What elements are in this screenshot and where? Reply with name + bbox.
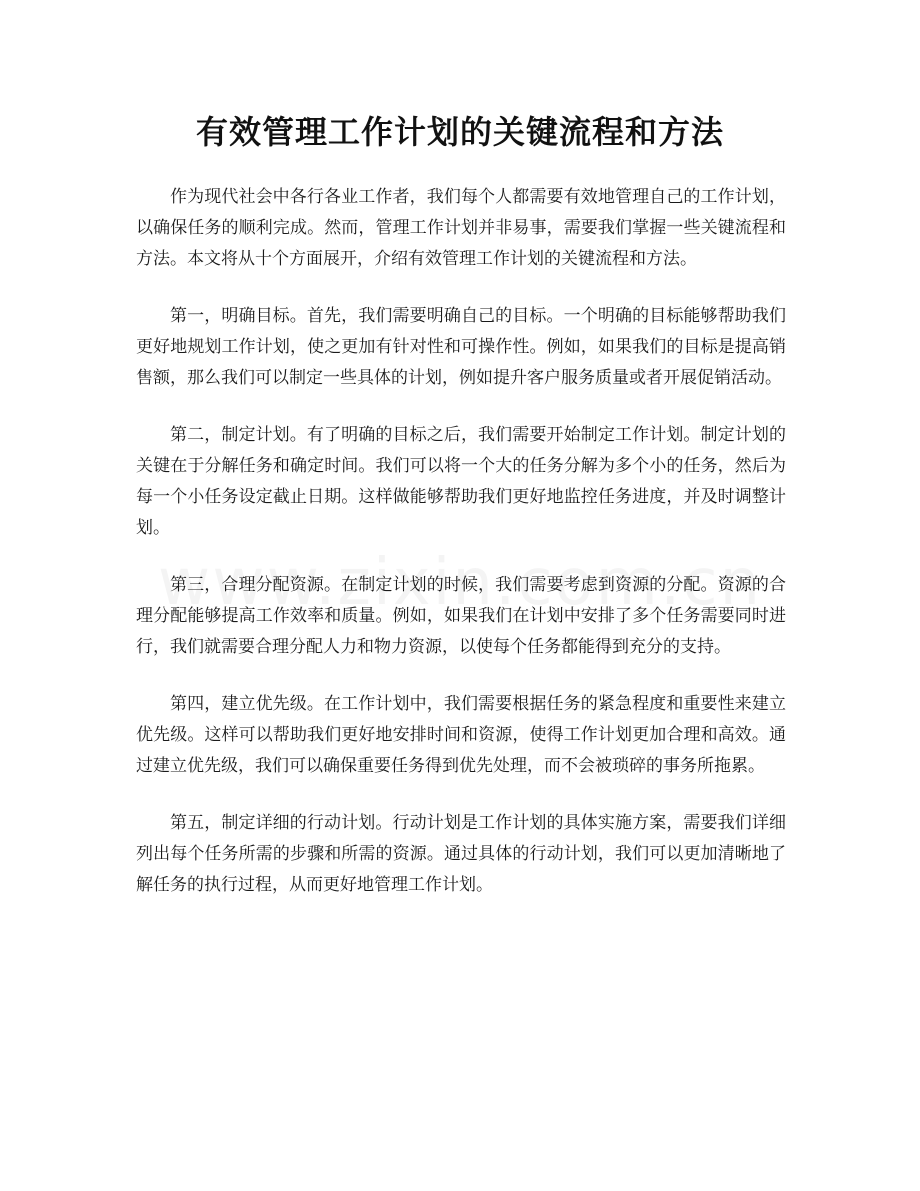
paragraph-1: 第一，明确目标。首先，我们需要明确自己的目标。一个明确的目标能够帮助我们更好地规划工作计划，使之更加有针对性和可操作性。例如，如果我们的目标是提高销售额，那么我们可以制定一些具体的计划，例如提升客户服务质量或者开展促销活动。 [136, 306, 786, 388]
paragraph-4: 第四，建立优先级。在工作计划中，我们需要根据任务的紧急程度和重要性来建立优先级。这样可以帮助我们更好地安排时间和资源，使得工作计划更加合理和高效。通过建立优先级，我们可以确保重要任务得到优先处理，而不会被琐碎的事务所拖累。 [136, 694, 786, 776]
paragraph-5: 第五，制定详细的行动计划。行动计划是工作计划的具体实施方案，需要我们详细列出每个任务所需的步骤和所需的资源。通过具体的行动计划，我们可以更加清晰地了解任务的执行过程，从而更好地管理工作计划。 [136, 813, 786, 895]
paragraph-2: 第二，制定计划。有了明确的目标之后，我们需要开始制定工作计划。制定计划的关键在于分解任务和确定时间。我们可以将一个大的任务分解为多个小的任务，然后为每一个小任务设定截止日期。这样做能够帮助我们更好地监控任务进度，并及时调整计划。 [136, 425, 786, 538]
document-body [136, 182, 786, 927]
document-title: 有效管理工作计划的关键流程和方法 [195, 113, 724, 151]
paragraph-3: 第三，合理分配资源。在制定计划的时候，我们需要考虑到资源的分配。资源的合理分配能够提高工作效率和质量。例如，如果我们在计划中安排了多个任务需要同时进行，我们就需要合理分配人力和物力资源，以使每个任务都能得到充分的支持。 [136, 575, 786, 657]
paragraph-intro: 作为现代社会中各行各业工作者，我们每个人都需要有效地管理自己的工作计划，以确保任务的顺利完成。然而，管理工作计划并非易事，需要我们掌握一些关键流程和方法。本文将从十个方面展开，介绍有效管理工作计划的关键流程和方法。 [136, 187, 786, 269]
